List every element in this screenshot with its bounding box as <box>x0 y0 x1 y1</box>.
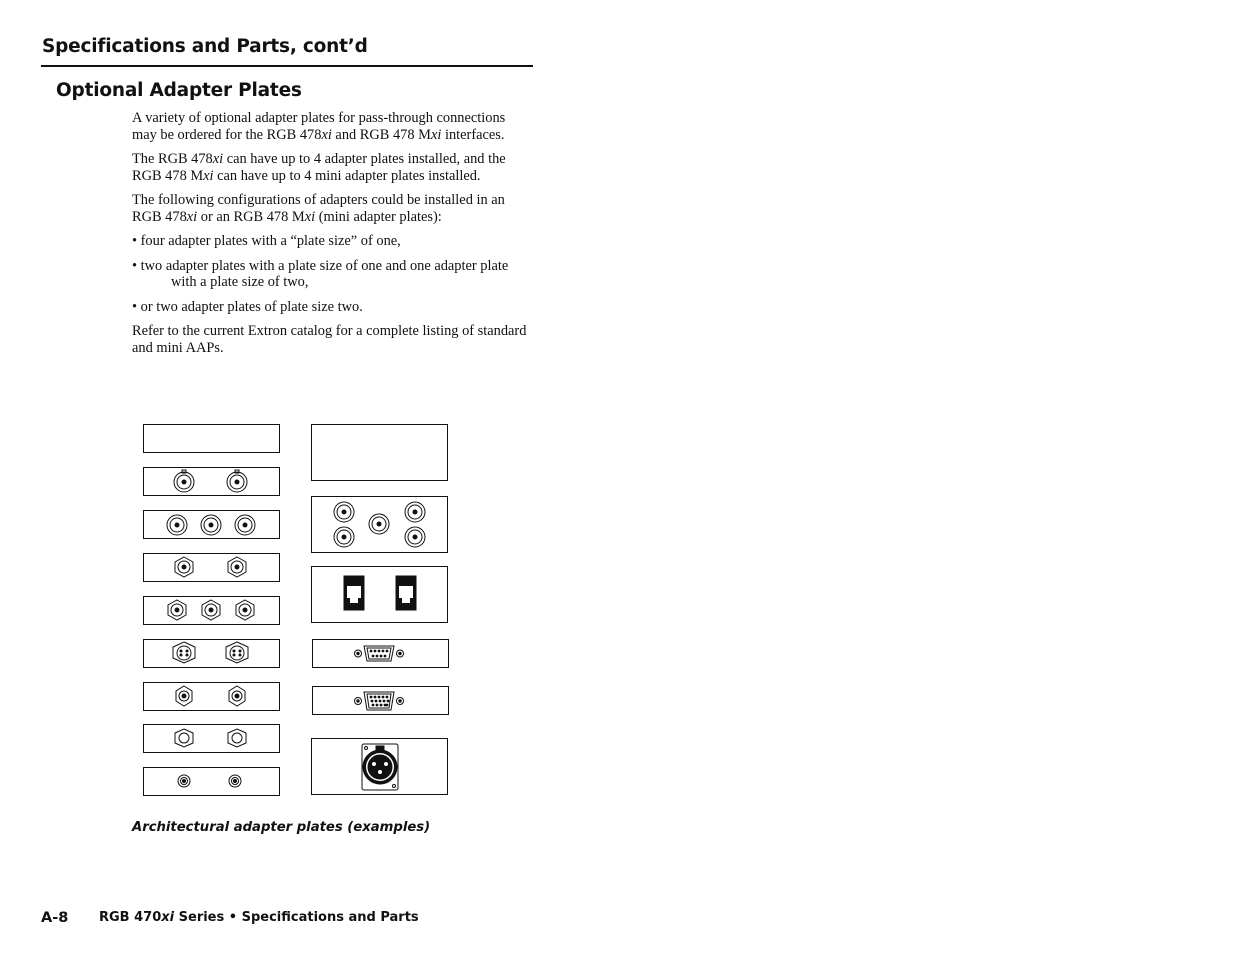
f-2-plate <box>144 554 280 582</box>
section-title: Optional Adapter Plates <box>56 80 302 101</box>
bullet-item: • or two adapter plates of plate size two. <box>132 298 363 315</box>
bnc-connector-icon <box>334 527 354 547</box>
p3-xi: xi <box>186 208 198 225</box>
xlr-plate <box>312 739 448 795</box>
bnc-connector-icon <box>405 527 425 547</box>
figure-caption: Architectural adapter plates (examples) <box>132 820 431 835</box>
f-connector-icon <box>168 600 186 620</box>
footer-series-c: Series • Specifications and Parts <box>174 910 419 925</box>
bnc-3-plate <box>144 511 280 539</box>
mini-jack-icon <box>178 775 190 787</box>
hd15-connector-icon <box>355 692 404 710</box>
bnc-connector-icon <box>227 470 247 492</box>
adapter-plates-figure <box>140 420 452 800</box>
svideo-connector-icon <box>173 642 195 663</box>
paragraph-catalog: Refer to the current Extron catalog for a complete listing of standard and mini AAPs. <box>132 323 527 356</box>
paragraph-configurations <box>132 192 532 225</box>
p1-text-a: A variety of optional adapter plates for pass-through connections may be ordered for the RGB 478 <box>132 110 506 143</box>
bnc-connector-icon <box>174 470 194 492</box>
paragraph-intro <box>132 110 532 143</box>
rj45-jack-icon <box>396 576 416 610</box>
hd15-plate <box>313 687 449 715</box>
p3-text-a: The following configurations of adapters could be installed in an RGB 478 <box>132 192 505 225</box>
adapter-plates-illustration <box>140 420 452 800</box>
hex-2-plate <box>144 725 280 753</box>
footer-series <box>99 910 419 925</box>
rca-connector-icon <box>176 686 192 706</box>
bnc-2-plate <box>144 468 280 496</box>
f-connector-icon <box>175 557 193 577</box>
p1-xi: xi <box>321 126 332 143</box>
page-number: A-8 <box>41 910 69 926</box>
db9-plate <box>313 640 449 668</box>
mini-jack-2-plate <box>144 768 280 796</box>
blank-plate <box>144 425 280 453</box>
p2-text-a: The RGB 478 <box>132 151 213 167</box>
jack-connector-icon <box>175 729 193 747</box>
rca-2-plate <box>144 683 280 711</box>
p2-text-c: can have up to 4 adapter plates installed, and the RGB 478 M <box>132 151 506 184</box>
rj45-jack-icon <box>344 576 364 610</box>
blank-double-plate <box>312 425 448 481</box>
f-connector-icon <box>202 600 220 620</box>
f-connector-icon <box>228 557 246 577</box>
bnc-5-plate <box>312 497 448 553</box>
svideo-connector-icon <box>226 642 248 663</box>
bullet-item: • two adapter plates with a plate size of one and one adapter plate with a plate size of two, <box>132 257 509 290</box>
rca-connector-icon <box>229 686 245 706</box>
p1-text-e: interfaces. <box>441 126 505 143</box>
f-connector-icon <box>236 600 254 620</box>
p1-text-c: and RGB 478 M <box>331 126 431 143</box>
f-3-plate <box>144 597 280 625</box>
footer-xi: xi <box>161 910 175 925</box>
p3-xi-2: xi <box>304 208 316 225</box>
p2-xi: xi <box>212 151 224 167</box>
rj45-2-plate <box>312 567 448 623</box>
footer-series-a: RGB 470 <box>99 910 162 925</box>
page-header-title: Specifications and Parts, cont’d <box>42 36 368 57</box>
svideo-2-plate <box>144 640 280 668</box>
bnc-connector-icon <box>369 514 389 534</box>
bnc-connector-icon <box>405 502 425 522</box>
jack-connector-icon <box>228 729 246 747</box>
bnc-connector-icon <box>201 515 221 535</box>
p3-text-e: (mini adapter plates): <box>315 208 442 225</box>
header-rule <box>41 65 533 67</box>
bnc-connector-icon <box>334 502 354 522</box>
bullet-item: • four adapter plates with a “plate size” of one, <box>132 233 401 249</box>
p1-xi-2: xi <box>430 126 442 143</box>
db9-connector-icon <box>355 646 404 661</box>
bnc-connector-icon <box>235 515 255 535</box>
mini-jack-icon <box>229 775 241 787</box>
xlr-connector-icon <box>362 744 398 790</box>
paragraph-capacity <box>132 151 532 184</box>
p3-text-c: or an RGB 478 M <box>197 208 305 225</box>
bnc-connector-icon <box>167 515 187 535</box>
body-text <box>132 110 532 364</box>
p2-text-e: can have up to 4 mini adapter plates installed. <box>213 167 481 184</box>
p2-xi-2: xi <box>203 167 214 184</box>
